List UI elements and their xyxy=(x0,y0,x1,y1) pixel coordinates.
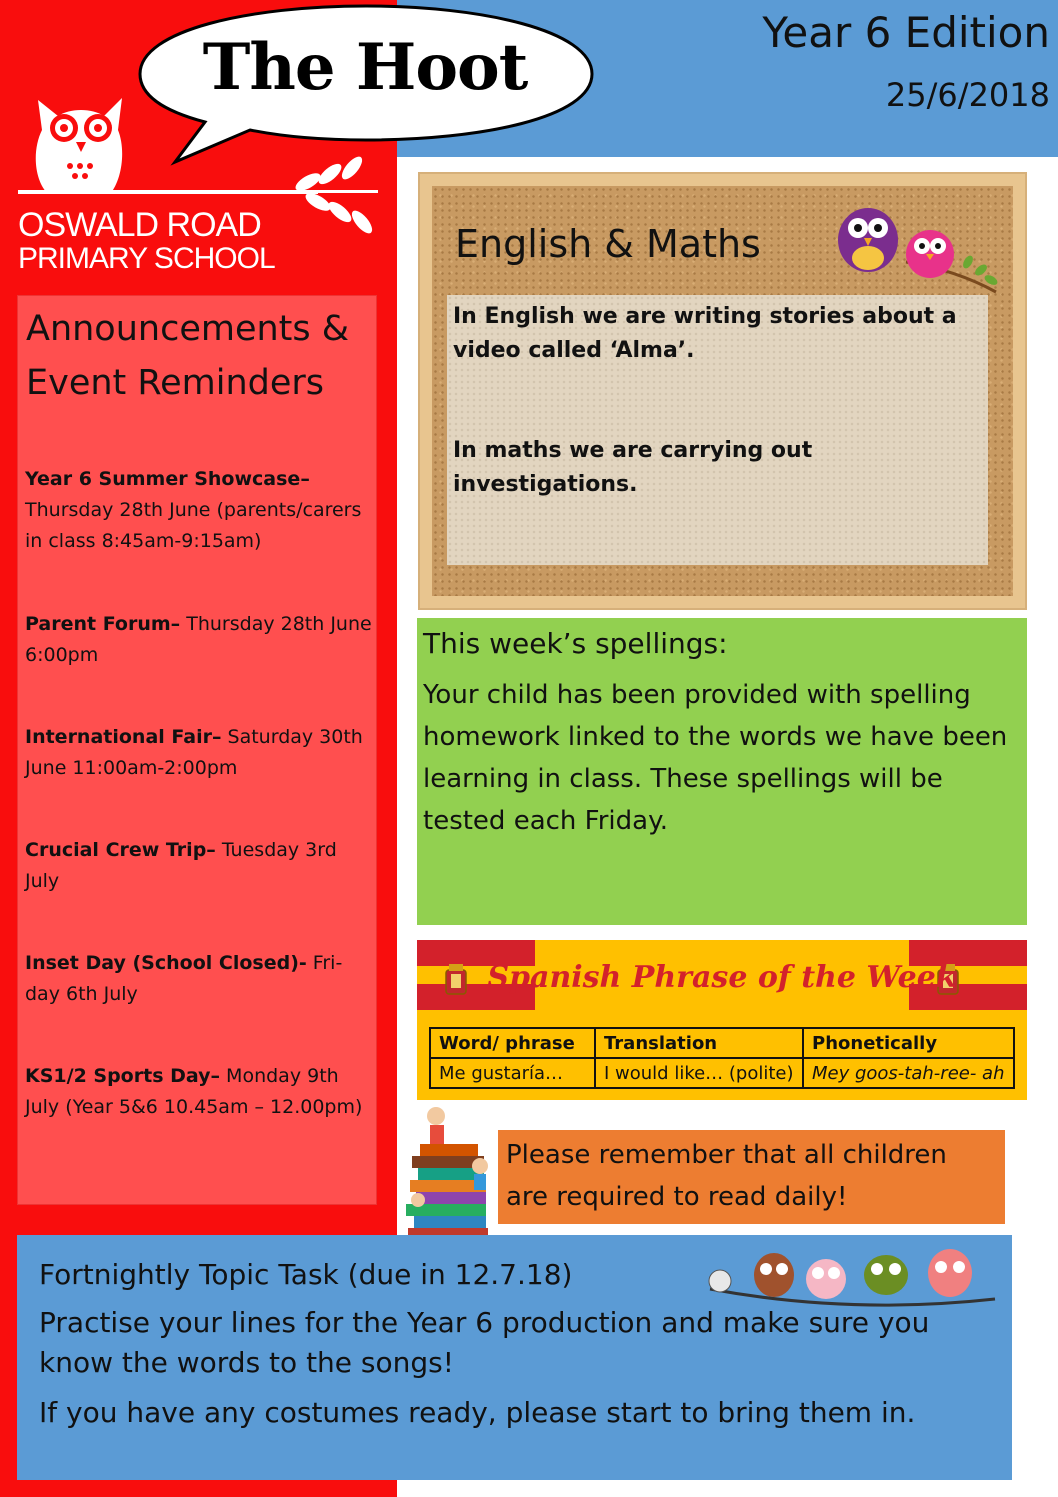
event-name: KS1/2 Sports Day– xyxy=(25,1065,221,1087)
maths-text: In maths we are carrying out investigations. xyxy=(453,438,813,497)
school-name-line1: OSWALD ROAD xyxy=(18,206,261,244)
announcements-heading-line1: Announcements & xyxy=(26,309,350,349)
book-stack-icon xyxy=(400,1100,500,1245)
table-header: Phonetically xyxy=(803,1028,1014,1058)
table-cell: I would like… (polite) xyxy=(595,1058,803,1088)
event-name: Year 6 Summer Showcase– xyxy=(25,468,310,490)
event-details: Fri-day 6th July xyxy=(25,952,343,1005)
announcements-heading xyxy=(26,302,370,410)
event-item xyxy=(25,948,375,1010)
school-name-line2: PRIMARY SCHOOL xyxy=(18,242,275,275)
reading-line1: Please remember that all children xyxy=(506,1140,947,1170)
spanish-phrase-panel xyxy=(417,940,1027,1100)
owls-row-icon xyxy=(700,1245,1000,1315)
issue-date: 25/6/2018 xyxy=(885,76,1050,114)
table-row xyxy=(430,1058,1014,1088)
announcements-panel xyxy=(17,295,377,1205)
event-name: Crucial Crew Trip– xyxy=(25,839,216,861)
event-item xyxy=(25,1061,375,1123)
english-text: In English we are writing stories about a video called ‘Alma’. xyxy=(453,304,957,363)
table-header: Translation xyxy=(595,1028,803,1058)
spellings-body: Your child has been provided with spelling homework linked to the words we have been learning in class. These spellings will be tested each Friday. xyxy=(423,680,1008,836)
table-header: Word/ phrase xyxy=(430,1028,595,1058)
topic-line2: If you have any costumes ready, please start to bring them in. xyxy=(39,1396,916,1429)
spanish-title: Spanish Phrase of the Week xyxy=(487,960,957,995)
reading-line2: are required to read daily! xyxy=(506,1182,848,1212)
event-item xyxy=(25,464,375,557)
event-details: Tuesday 3rd July xyxy=(25,839,337,892)
spanish-phrase-table xyxy=(429,1027,1015,1089)
topic-line1: Practise your lines for the Year 6 production and make sure you know the words to the songs! xyxy=(39,1306,930,1379)
event-details: Monday 9th July (Year 5&6 10.45am – 12.00pm) xyxy=(25,1065,363,1118)
event-details: Thursday 28th June (parents/carers in class 8:45am-9:15am) xyxy=(25,499,362,552)
event-name: International Fair– xyxy=(25,726,222,748)
event-name: Parent Forum– xyxy=(25,613,181,635)
topic-heading: Fortnightly Topic Task (due in 12.7.18) xyxy=(39,1258,573,1291)
english-maths-title: English & Maths xyxy=(455,222,761,266)
table-header-row xyxy=(430,1028,1014,1058)
event-item xyxy=(25,835,375,897)
newsletter-title: The Hoot xyxy=(202,30,528,105)
table-cell: Me gustaría… xyxy=(430,1058,595,1088)
table-cell: Mey goos-tah-ree- ah xyxy=(803,1058,1014,1088)
spellings-heading: This week’s spellings: xyxy=(423,627,728,660)
edition-label: Year 6 Edition xyxy=(762,8,1050,57)
school-name xyxy=(18,207,275,275)
reading-reminder xyxy=(498,1130,1005,1224)
event-item xyxy=(25,609,375,671)
spellings-panel xyxy=(417,618,1027,925)
event-details: Thursday 28th June 6:00pm xyxy=(25,613,372,666)
event-name: Inset Day (School Closed)- xyxy=(25,952,307,974)
event-details: Saturday 30th June 11:00am-2:00pm xyxy=(25,726,363,779)
announcements-heading-line2: Event Reminders xyxy=(26,363,325,403)
event-item xyxy=(25,722,375,784)
owls-on-branch-icon xyxy=(836,200,1001,300)
